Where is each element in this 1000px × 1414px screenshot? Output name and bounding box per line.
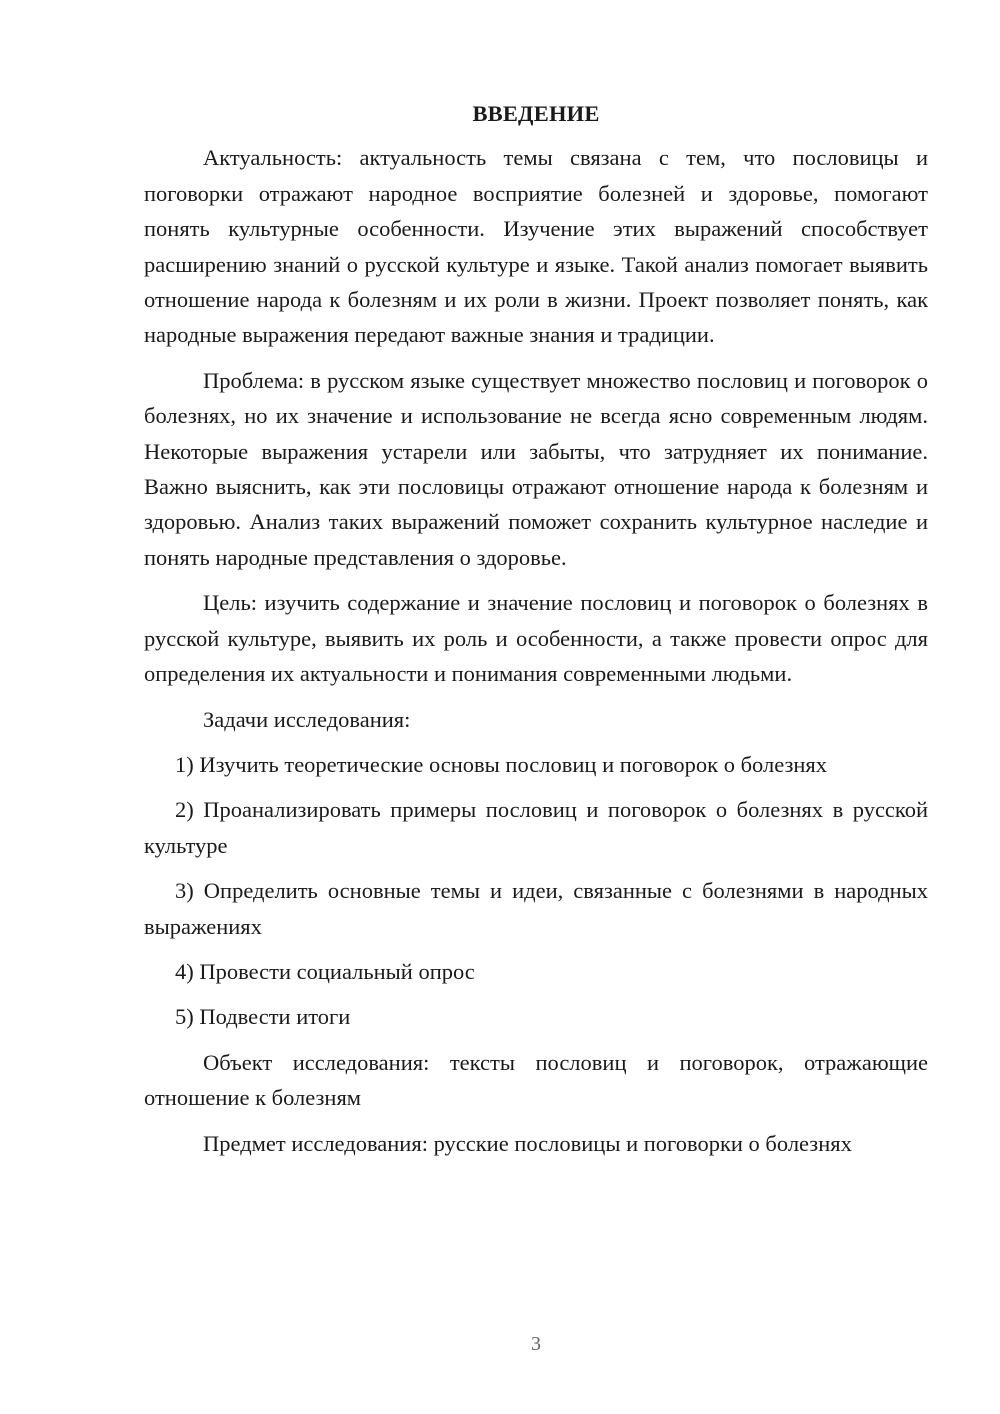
document-page (144, 96, 928, 1171)
task-item-3: 3) Определить основные темы и идеи, связанные с болезнями в народных выражениях (144, 878, 928, 939)
relevance-paragraph: Актуальность: актуальность темы связана с тем, что пословицы и поговорки отражают народное восприятие болезней и здоровье, помогают понять культурные особенности. Изучение этих выражений способствует расширению знаний о русской культуре и языке. Такой анализ помогает выявить отношение народа к болезням и их роли в жизни. Проект позволяет понять, как народные выражения передают важные знания и традиции. (144, 145, 928, 348)
problem-paragraph: Проблема: в русском языке существует множество пословиц и поговорок о болезнях, но их значение и использование не всегда ясно современным людям. Некоторые выражения устарели или забыты, что затрудняет их понимание. Важно выяснить, как эти пословицы отражают отношение народа к болезням и здоровью. Анализ таких выражений поможет сохранить культурное наследие и понять народные представления о здоровье. (144, 367, 928, 570)
object-paragraph: Объект исследования: тексты пословиц и поговорок, отражающие отношение к болезням (144, 1049, 928, 1111)
goal-paragraph: Цель: изучить содержание и значение пословиц и поговорок о болезнях в русской культуре, выявить их роль и особенности, а также провести опрос для определения их актуальности и понимания современными людьми. (144, 590, 928, 687)
task-item-5: 5) Подвести итоги (175, 1004, 351, 1030)
tasks-heading: Задачи исследования: (203, 706, 411, 732)
page-title: ВВЕДЕНИЕ (472, 101, 600, 126)
task-item-2: 2) Проанализировать примеры пословиц и поговорок о болезнях в русской культуре (144, 797, 928, 858)
page-number: 3 (531, 1333, 541, 1355)
subject-paragraph: Предмет исследования: русские пословицы и поговорки о болезнях (203, 1130, 852, 1156)
task-item-1: 1) Изучить теоретические основы пословиц и поговорок о болезнях (175, 751, 828, 777)
task-item-4: 4) Провести социальный опрос (175, 958, 475, 984)
